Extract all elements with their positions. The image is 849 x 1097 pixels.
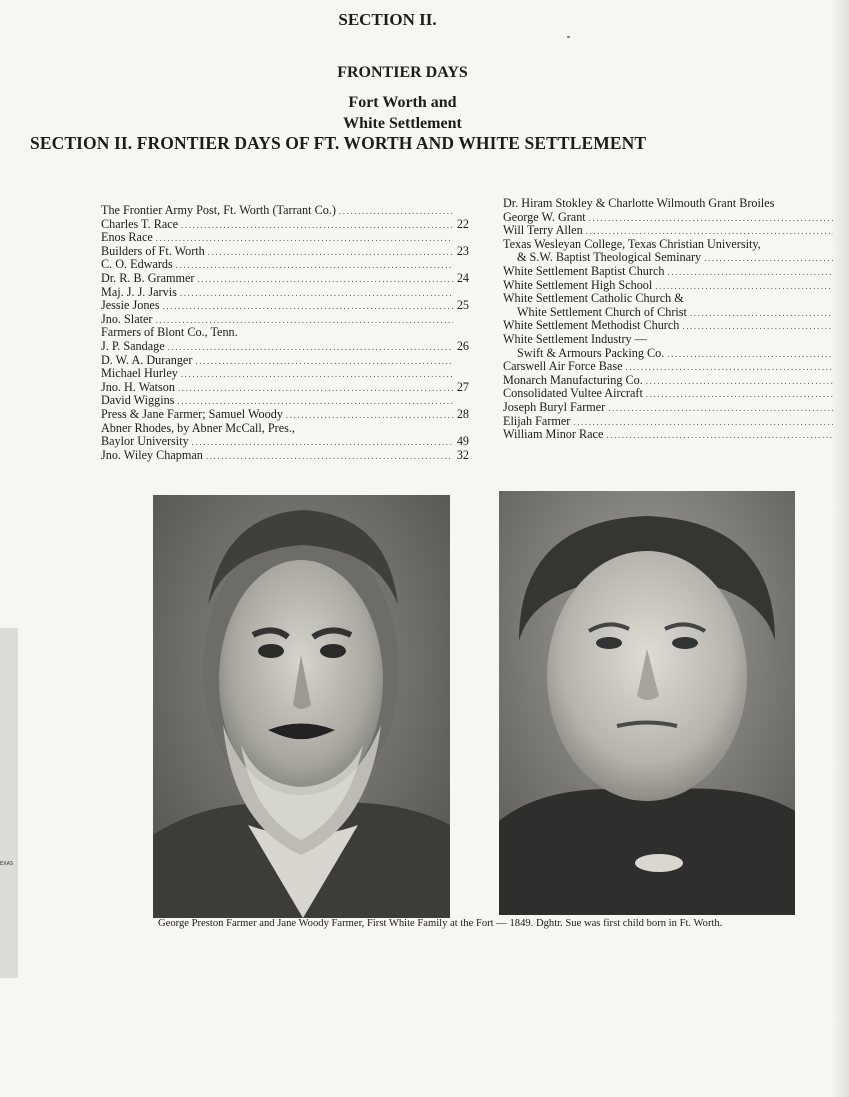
toc-entry-title: Consolidated Vultee Aircraft (503, 386, 643, 401)
toc-entry (503, 401, 849, 415)
toc-entry-title: Builders of Ft. Worth (101, 243, 205, 258)
toc-entry-title: The Frontier Army Post, Ft. Worth (Tarrant Co.) (101, 203, 336, 217)
adjacent-page-text: EXAS (0, 861, 14, 867)
toc-entry (101, 313, 469, 327)
toc-entry (503, 333, 849, 347)
toc-entry (101, 326, 469, 340)
toc-entry (101, 408, 469, 422)
toc-entry (503, 197, 849, 211)
toc-entry-title: Farmers of Blont Co., Tenn. (101, 325, 238, 340)
toc-entry-title: White Settlement Baptist Church (503, 263, 665, 278)
toc-left-column (101, 204, 469, 462)
toc-leader-dots (180, 287, 453, 301)
toc-page-number: 24 (456, 270, 469, 285)
toc-entry (101, 381, 469, 395)
toc-page-number: 26 (456, 338, 469, 353)
toc-entry (503, 374, 849, 388)
toc-entry (503, 415, 849, 429)
toc-entry-title: William Minor Race (503, 427, 604, 442)
toc-entry-title: White Settlement Catholic Church & (503, 291, 684, 306)
toc-entry (503, 387, 849, 401)
toc-leader-dots (206, 450, 453, 464)
toc-entry-title: & S.W. Baptist Theological Seminary (517, 250, 702, 265)
toc-entry (101, 218, 469, 232)
portrait-man-image (153, 495, 450, 918)
photo-caption: George Preston Farmer and Jane Woody Farmer, First White Family at the Fort — 1849. Dghtr. Sue was first child born in Ft. Worth. (158, 918, 723, 929)
toc-entry (503, 319, 849, 333)
toc-leader-dots (339, 205, 453, 219)
toc-entry (101, 422, 469, 436)
toc-leader-dots (608, 402, 833, 416)
page-edge-shadow (831, 0, 849, 1097)
toc-leader-dots (667, 348, 833, 362)
toc-leader-dots (606, 429, 833, 443)
toc-leader-dots (195, 355, 453, 369)
toc-entry-title: White Settlement Methodist Church (503, 318, 680, 333)
toc-entry-title: White Settlement Industry — (503, 331, 647, 346)
portrait-woman-image (499, 491, 795, 915)
toc-entry (101, 258, 469, 272)
toc-entry-title: George W. Grant (503, 209, 586, 224)
toc-entry-title: Jno. Wiley Chapman (101, 447, 203, 462)
photo-george-preston-farmer (153, 495, 450, 918)
toc-entry-title: White Settlement High School (503, 277, 653, 292)
toc-page-number: 49 (456, 434, 469, 449)
toc-entry (503, 360, 849, 374)
toc-entry (101, 367, 469, 381)
toc-leader-dots (178, 382, 453, 396)
toc-entry-title: J. P. Sandage (101, 338, 165, 353)
section-title: FRONTIER DAYS (337, 64, 468, 81)
toc-entry (503, 306, 849, 320)
full-heading: SECTION II. FRONTIER DAYS OF FT. WORTH AND WHITE SETTLEMENT (30, 133, 647, 153)
toc-leader-dots (704, 252, 833, 266)
toc-entry (101, 340, 469, 354)
toc-entry (101, 354, 469, 368)
toc-entry-title: Elijah Farmer (503, 413, 571, 428)
toc-entry (101, 449, 469, 463)
toc-entry (101, 286, 469, 300)
toc-entry-title: Enos Race (101, 230, 153, 245)
toc-entry-title: Jno. H. Watson (101, 379, 175, 394)
toc-entry-title: C. O. Edwards (101, 257, 173, 272)
toc-entry-title: Will Terry Allen (503, 223, 583, 238)
toc-entry (503, 211, 849, 225)
toc-leader-dots (176, 259, 453, 273)
toc-leader-dots (163, 300, 453, 314)
toc-entry-title: Swift & Armours Packing Co. (517, 345, 665, 360)
toc-leader-dots (646, 388, 833, 402)
toc-entry-title: Abner Rhodes, by Abner McCall, Pres., (101, 420, 295, 435)
toc-page-number: 32 (456, 447, 469, 462)
toc-entry-title: Monarch Manufacturing Co. (503, 372, 643, 387)
toc-page-number: 23 (456, 243, 469, 258)
toc-entry-title: Maj. J. J. Jarvis (101, 284, 177, 299)
subtitle-line-2: White Settlement (343, 115, 462, 132)
toc-page-number: 27 (456, 379, 469, 394)
toc-entry (503, 251, 849, 265)
toc-entry (503, 347, 849, 361)
toc-page-number: 28 (456, 406, 469, 421)
adjacent-page-fragment (0, 628, 18, 978)
toc-leader-dots (181, 368, 453, 382)
toc-leader-dots (168, 341, 453, 355)
toc-leader-dots (625, 361, 833, 375)
toc-leader-dots (667, 266, 833, 280)
section-label: SECTION II. (338, 10, 437, 29)
toc-leader-dots (192, 436, 453, 450)
toc-entry (503, 265, 849, 279)
toc-leader-dots (286, 409, 453, 423)
toc-leader-dots (573, 416, 833, 430)
toc-entry-title: Press & Jane Farmer; Samuel Woody (101, 406, 283, 421)
toc-entry (503, 224, 849, 238)
toc-entry-title: Michael Hurley (101, 366, 178, 381)
toc-entry (101, 231, 469, 245)
photo-jane-woody-farmer (499, 491, 795, 915)
toc-entry (101, 245, 469, 259)
toc-entry (503, 279, 849, 293)
toc-leader-dots (589, 212, 833, 226)
toc-entry-title: Dr. Hiram Stokley & Charlotte Wilmouth Grant Broiles (503, 196, 775, 210)
toc-leader-dots (646, 375, 833, 389)
toc-page-number: 25 (456, 298, 469, 313)
toc-leader-dots (690, 307, 833, 321)
toc-entry-title: Baylor University (101, 434, 189, 449)
toc-leader-dots (208, 246, 453, 260)
toc-entry-title: Jno. Slater (101, 311, 153, 326)
toc-entry-title: Jessie Jones (101, 298, 160, 313)
toc-entry (101, 299, 469, 313)
subtitle-line-1: Fort Worth and (348, 94, 457, 111)
toc-entry (101, 204, 469, 218)
toc-leader-dots (181, 219, 453, 233)
toc-leader-dots (197, 273, 453, 287)
toc-entry-title: David Wiggins (101, 393, 175, 408)
toc-leader-dots (682, 320, 833, 334)
toc-entry (503, 238, 849, 252)
toc-entry-title: Charles T. Race (101, 216, 179, 231)
toc-entry-title: White Settlement Church of Christ (517, 304, 687, 319)
toc-page-number: 22 (456, 216, 469, 231)
toc-entry (101, 435, 469, 449)
toc-entry (101, 272, 469, 286)
toc-entry-title: Joseph Buryl Farmer (503, 399, 606, 414)
toc-entry (101, 394, 469, 408)
print-speck (567, 36, 570, 38)
toc-right-column (503, 197, 849, 442)
toc-entry (503, 292, 849, 306)
toc-entry-title: D. W. A. Duranger (101, 352, 193, 367)
toc-entry-title: Dr. R. B. Grammer (101, 270, 195, 285)
toc-entry (503, 428, 849, 442)
toc-entry-title: Texas Wesleyan College, Texas Christian University, (503, 236, 761, 251)
toc-entry-title: Carswell Air Force Base (503, 359, 623, 374)
